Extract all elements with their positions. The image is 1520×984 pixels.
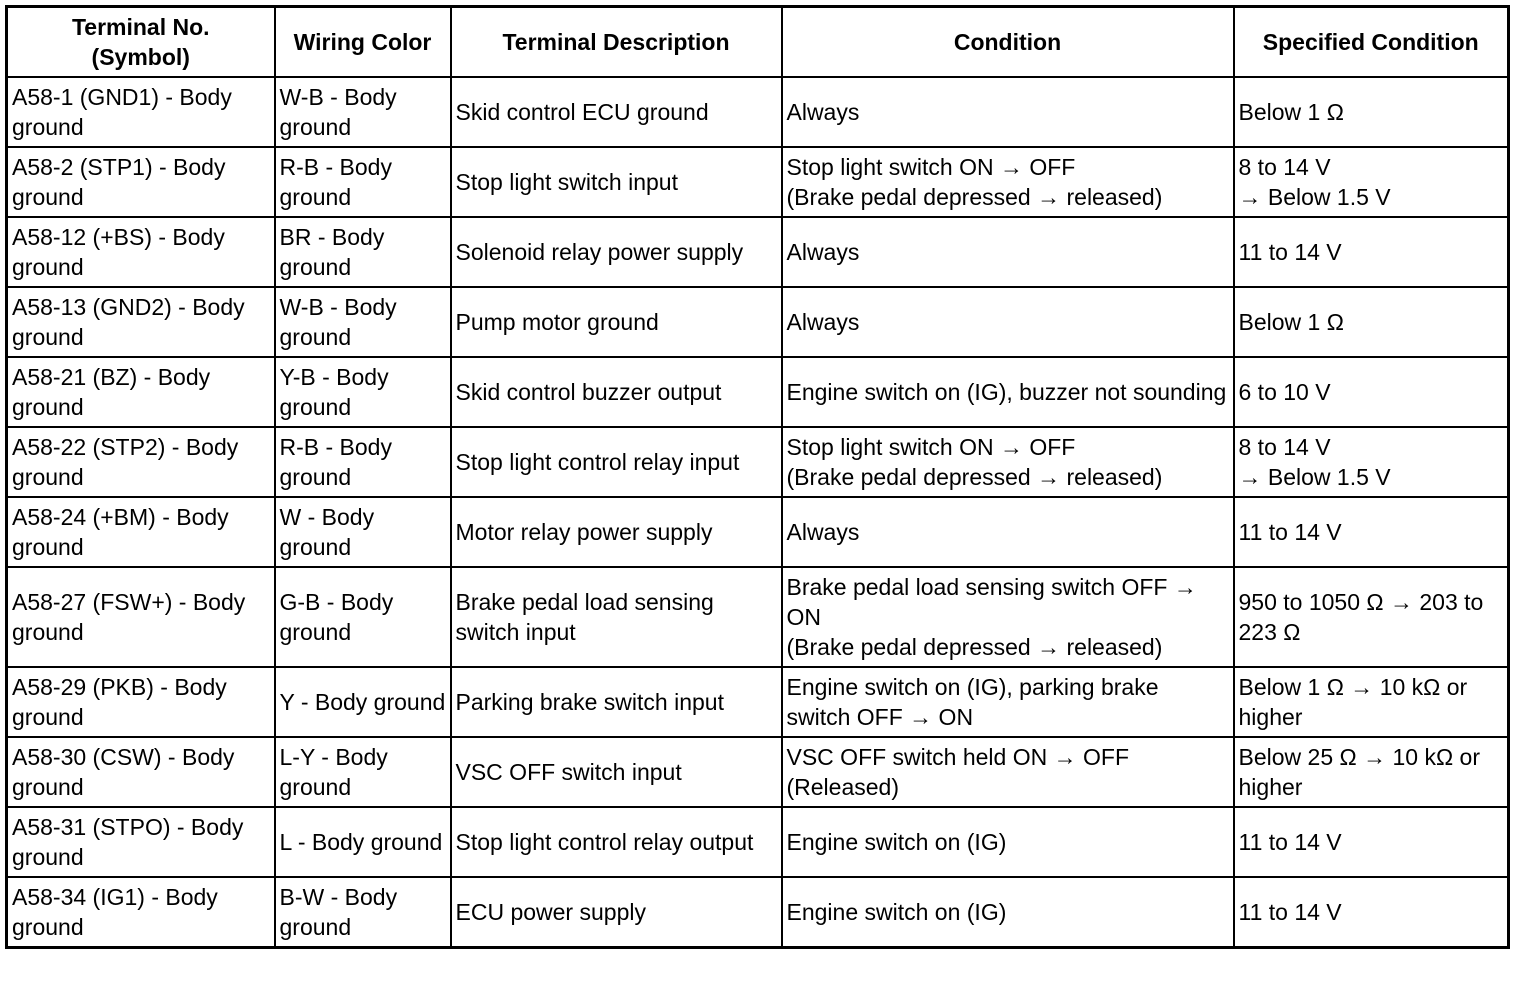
- table-row: [7, 287, 1509, 357]
- description-cell: Brake pedal load sensing switch input: [451, 567, 782, 667]
- specified-condition-cell: 11 to 14 V: [1234, 497, 1509, 567]
- wiring-color-cell: B-W - Body ground: [275, 877, 451, 948]
- description-cell: VSC OFF switch input: [451, 737, 782, 807]
- terminal-cell: A58-21 (BZ) - Body ground: [7, 357, 275, 427]
- wiring-color-cell: R-B - Body ground: [275, 427, 451, 497]
- table-row: [7, 497, 1509, 567]
- description-cell: ECU power supply: [451, 877, 782, 948]
- specified-condition-cell: Below 25 Ω → 10 kΩ or higher: [1234, 737, 1509, 807]
- header-terminal-no: Terminal No. (Symbol): [7, 7, 275, 78]
- header-wiring-color: Wiring Color: [275, 7, 451, 78]
- condition-cell: Stop light switch ON → OFF (Brake pedal depressed → released): [782, 147, 1234, 217]
- table-row: [7, 357, 1509, 427]
- specified-condition-cell: Below 1 Ω: [1234, 287, 1509, 357]
- terminal-cell: A58-30 (CSW) - Body ground: [7, 737, 275, 807]
- header-terminal-description: Terminal Description: [451, 7, 782, 78]
- table-row: [7, 667, 1509, 737]
- condition-cell: Engine switch on (IG), parking brake switch OFF → ON: [782, 667, 1234, 737]
- description-cell: Stop light control relay output: [451, 807, 782, 877]
- condition-cell: Brake pedal load sensing switch OFF → ON (Brake pedal depressed → released): [782, 567, 1234, 667]
- specified-condition-cell: 11 to 14 V: [1234, 877, 1509, 948]
- spec-table-container: [5, 5, 1510, 949]
- specified-condition-cell: 8 to 14 V → Below 1.5 V: [1234, 147, 1509, 217]
- description-cell: Stop light control relay input: [451, 427, 782, 497]
- condition-cell: Engine switch on (IG), buzzer not sounding: [782, 357, 1234, 427]
- terminal-cell: A58-13 (GND2) - Body ground: [7, 287, 275, 357]
- table-row: [7, 567, 1509, 667]
- table-row: [7, 427, 1509, 497]
- condition-cell: Always: [782, 497, 1234, 567]
- header-specified-condition: Specified Condition: [1234, 7, 1509, 78]
- condition-cell: Always: [782, 217, 1234, 287]
- wiring-color-cell: W-B - Body ground: [275, 77, 451, 147]
- specified-condition-cell: Below 1 Ω → 10 kΩ or higher: [1234, 667, 1509, 737]
- specified-condition-cell: 11 to 14 V: [1234, 217, 1509, 287]
- terminal-cell: A58-34 (IG1) - Body ground: [7, 877, 275, 948]
- wiring-color-cell: Y - Body ground: [275, 667, 451, 737]
- terminal-cell: A58-22 (STP2) - Body ground: [7, 427, 275, 497]
- description-cell: Parking brake switch input: [451, 667, 782, 737]
- table-row: [7, 807, 1509, 877]
- description-cell: Stop light switch input: [451, 147, 782, 217]
- description-cell: Pump motor ground: [451, 287, 782, 357]
- terminal-cell: A58-1 (GND1) - Body ground: [7, 77, 275, 147]
- specified-condition-cell: 6 to 10 V: [1234, 357, 1509, 427]
- description-cell: Motor relay power supply: [451, 497, 782, 567]
- wiring-color-cell: G-B - Body ground: [275, 567, 451, 667]
- header-condition: Condition: [782, 7, 1234, 78]
- condition-cell: Always: [782, 77, 1234, 147]
- specified-condition-cell: 8 to 14 V → Below 1.5 V: [1234, 427, 1509, 497]
- terminal-cell: A58-29 (PKB) - Body ground: [7, 667, 275, 737]
- description-cell: Skid control buzzer output: [451, 357, 782, 427]
- wiring-color-cell: R-B - Body ground: [275, 147, 451, 217]
- wiring-color-cell: W - Body ground: [275, 497, 451, 567]
- condition-cell: Always: [782, 287, 1234, 357]
- terminal-cell: A58-24 (+BM) - Body ground: [7, 497, 275, 567]
- specified-condition-cell: 950 to 1050 Ω → 203 to 223 Ω: [1234, 567, 1509, 667]
- terminal-cell: A58-12 (+BS) - Body ground: [7, 217, 275, 287]
- table-row: [7, 147, 1509, 217]
- table-row: [7, 217, 1509, 287]
- table-row: [7, 877, 1509, 948]
- condition-cell: VSC OFF switch held ON → OFF (Released): [782, 737, 1234, 807]
- specified-condition-cell: Below 1 Ω: [1234, 77, 1509, 147]
- header-row: [7, 7, 1509, 78]
- table-row: [7, 77, 1509, 147]
- condition-cell: Engine switch on (IG): [782, 807, 1234, 877]
- wiring-color-cell: L - Body ground: [275, 807, 451, 877]
- specified-condition-cell: 11 to 14 V: [1234, 807, 1509, 877]
- wiring-color-cell: W-B - Body ground: [275, 287, 451, 357]
- wiring-color-cell: BR - Body ground: [275, 217, 451, 287]
- wiring-color-cell: L-Y - Body ground: [275, 737, 451, 807]
- condition-cell: Stop light switch ON → OFF (Brake pedal depressed → released): [782, 427, 1234, 497]
- wiring-color-cell: Y-B - Body ground: [275, 357, 451, 427]
- terminal-cell: A58-27 (FSW+) - Body ground: [7, 567, 275, 667]
- description-cell: Solenoid relay power supply: [451, 217, 782, 287]
- table-row: [7, 737, 1509, 807]
- description-cell: Skid control ECU ground: [451, 77, 782, 147]
- condition-cell: Engine switch on (IG): [782, 877, 1234, 948]
- terminal-cell: A58-2 (STP1) - Body ground: [7, 147, 275, 217]
- terminal-cell: A58-31 (STPO) - Body ground: [7, 807, 275, 877]
- terminal-spec-table: [5, 5, 1510, 949]
